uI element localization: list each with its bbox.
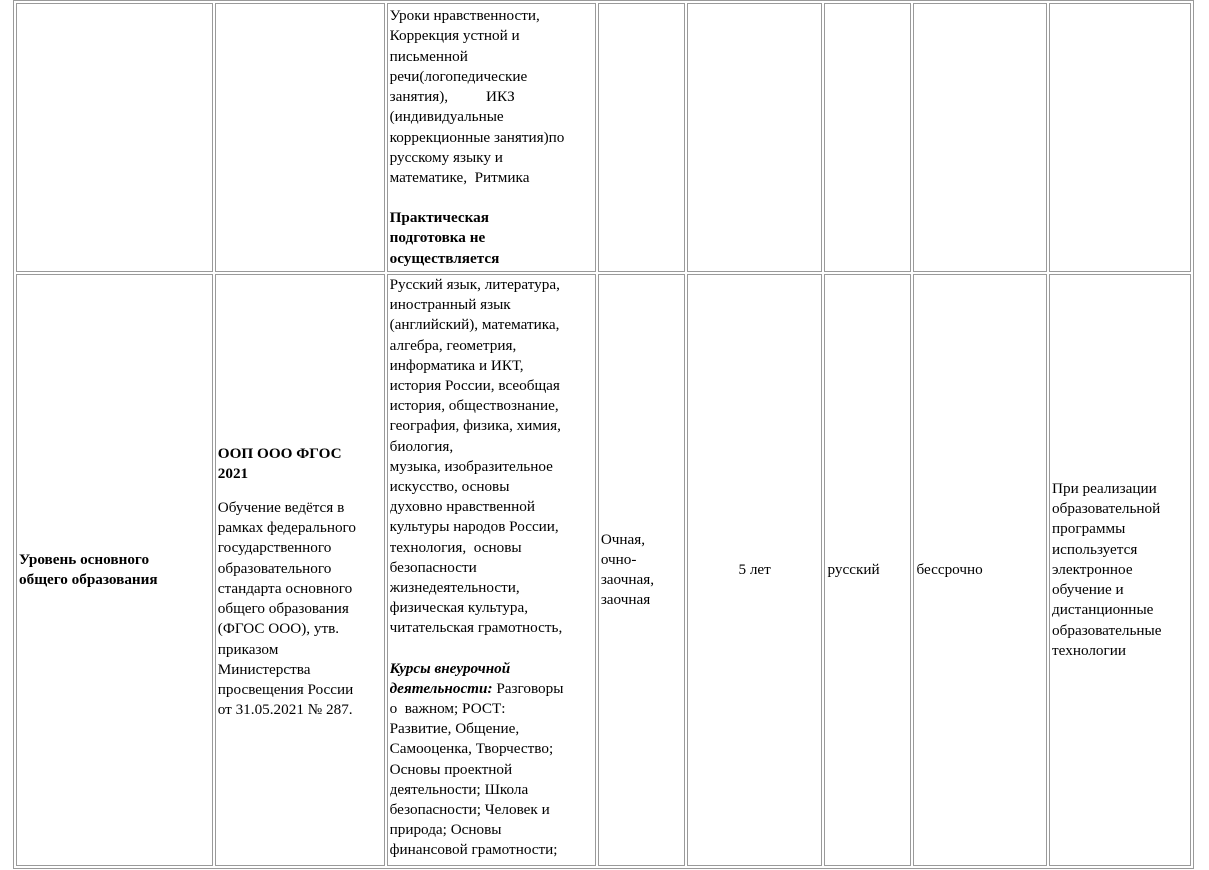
- form-cell: [598, 3, 685, 272]
- program-description: Обучение ведётся в рамках федерального государственного образовательного стандарта основного общего образования (ФГОС ООО), утв. приказом Министерства просвещения России от 31.05.2021 № 287.: [217, 499, 356, 719]
- program-title: ООП ООО ФГОС 2021: [217, 444, 342, 482]
- duration-cell: [687, 3, 823, 272]
- technology-cell: При реализации образовательной программы используется электронное обучение и дистанционные образовательные технологии: [1049, 274, 1191, 866]
- technology-cell: [1049, 3, 1191, 272]
- program-cell: [215, 3, 385, 272]
- form-cell: Очная, очно- заочная, заочная: [598, 274, 685, 866]
- language-cell: [824, 3, 911, 272]
- document-page: [13, 0, 1194, 870]
- table-row: [16, 274, 1191, 866]
- subjects-cell: [387, 274, 596, 866]
- duration-cell: 5 лет: [687, 274, 823, 866]
- level-cell: [16, 3, 213, 272]
- subjects-cell: [387, 3, 596, 272]
- subjects-text: Уроки нравственности, Коррекция устной и письменной речи(логопедические занятия), ИКЗ (индивидуальные коррекционные занятия)по русскому языку и математике, Ритмика: [389, 7, 565, 186]
- practice-note: Практическая подготовка не осуществляется: [389, 209, 500, 267]
- table-row: [16, 3, 1191, 272]
- subjects-text: Русский язык, литература, иностранный язык (английский), математика, алгебра, геометрия, информатика и ИКТ, история России, всеобщая история, обществознание, география, физика, химия, биология, музыка, изобразительное искусство, основы духовно нравственной культуры народов России, технология, основы безопасности жизнедеятельности, физическая культура, читательская грамотность,: [389, 276, 563, 637]
- accreditation-cell: [913, 3, 1047, 272]
- accreditation-cell: бессрочно: [913, 274, 1047, 866]
- program-cell: [215, 274, 385, 866]
- language-cell: русский: [824, 274, 911, 866]
- extracurricular-courses: Курсы внеурочной деятельности: Разговоры о важном; РОСТ: Развитие, Общение, Самооценка, Творчество; Основы проектной деятельности; Школа безопасности; Человек и природа; Основы финансовой грамотности;: [389, 659, 564, 859]
- education-programs-table: [13, 0, 1194, 869]
- level-cell: Уровень основного общего образования: [16, 274, 213, 866]
